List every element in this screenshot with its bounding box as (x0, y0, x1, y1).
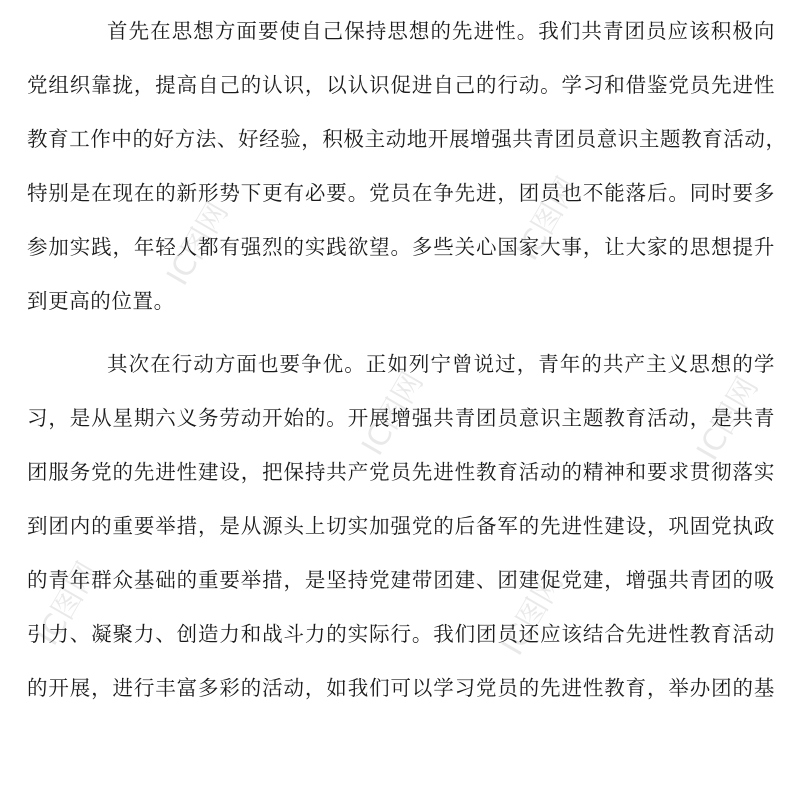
watermark: IC图网 (160, 196, 236, 292)
paragraph-line: 教育工作中的好方法、好经验，积极主动地开展增强共青团员意识主题教育活动， (27, 127, 787, 151)
watermark: IC图网 (30, 556, 106, 652)
paragraph-line: 参加实践，年轻人都有强烈的实践欲望。多些关心国家大事，让大家的思想提升 (27, 235, 775, 259)
paragraph-line: 党组织靠拢，提高自己的认识，以认识促进自己的行动。学习和借鉴党员先进性 (27, 73, 775, 97)
watermark: IC图网 (495, 566, 571, 662)
paragraph-line: 特别是在现在的新形势下更有必要。党员在争先进，团员也不能落后。同时要多 (27, 181, 775, 205)
paragraph-line: 到团内的重要举措，是从源头上切实加强党的后备军的先进性建设，巩固党执政 (27, 514, 775, 538)
paragraph-line: 习，是从星期六义务劳动开始的。开展增强共青团员意识主题教育活动，是共青 (27, 406, 775, 430)
watermark: IC图网 (690, 371, 766, 467)
watermark: IC图网 (510, 171, 586, 267)
paragraph-line: 的青年群众基础的重要举措，是坚持党建带团建、团建促党建，增强共青团的吸 (27, 568, 775, 592)
paragraph-line: 首先在思想方面要使自己保持思想的先进性。我们共青团员应该积极向 (107, 19, 775, 43)
paragraph-line: 引力、凝聚力、创造力和战斗力的实际行。我们团员还应该结合先进性教育活动 (27, 622, 775, 646)
paragraph-line: 的开展，进行丰富多彩的活动，如我们可以学习党员的先进性教育，举办团的基 (27, 676, 775, 700)
paragraph-line: 到更高的位置。 (27, 289, 175, 313)
paragraph-line: 团服务党的先进性建设，把保持共产党员先进性教育活动的精神和要求贯彻落实 (27, 460, 775, 484)
watermark: IC图网 (355, 366, 431, 462)
paragraph-line: 其次在行动方面也要争优。正如列宁曾说过，青年的共产主义思想的学 (107, 352, 775, 376)
